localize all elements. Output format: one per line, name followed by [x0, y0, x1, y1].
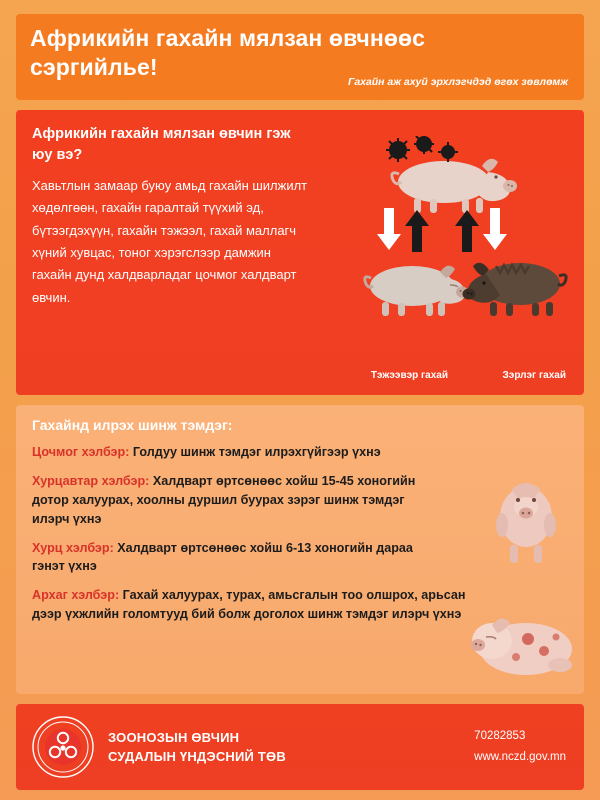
- sign-label: Хурц хэлбэр:: [32, 540, 114, 555]
- arrow-down-white-icon: [377, 208, 401, 250]
- sign-text: Голдуу шинж тэмдэг илрэхгүйгээр үхнэ: [132, 445, 381, 459]
- organization-name: [108, 728, 286, 767]
- virus-particle-icon: [414, 136, 434, 154]
- header-subtitle: Гахайн аж ахуй эрхлэгчдэд өгөх зөвлөмж: [348, 76, 568, 88]
- caption-domestic-pig: Тэжээвэр гахай: [370, 370, 448, 381]
- org-line-2: СУДАЛЫН ҮНДЭСНИЙ ТӨВ: [108, 749, 286, 764]
- sign-item: [32, 539, 427, 577]
- arrow-up-black-icon: [405, 210, 429, 252]
- arrow-down-white-icon: [483, 208, 507, 250]
- signs-heading: Гахайнд илрэх шинж тэмдэг:: [32, 417, 233, 433]
- transmission-arrows: [372, 206, 512, 254]
- sign-item: [32, 472, 432, 529]
- intro-question: Африкийн гахайн мялзан өвчин гэж юу вэ?: [32, 126, 291, 164]
- caption-wild-boar: Зэрлэг гахай: [502, 370, 566, 381]
- intro-section: [16, 110, 584, 395]
- phone-number: 70282853: [474, 730, 526, 742]
- sign-label: Хурцавтар хэлбэр:: [32, 473, 150, 488]
- sick-pig-illustration: [470, 605, 578, 688]
- website-link[interactable]: www.nczd.gov.mn: [474, 751, 566, 764]
- org-line-1: ЗООНОЗЫН ӨВЧИН: [108, 729, 240, 745]
- poster-header: [16, 14, 584, 100]
- signs-section: [16, 405, 584, 694]
- sign-item: [32, 586, 487, 624]
- intro-answer: Хавьтлын замаар буюу амьд гахайн шилжилт хөдөлгөөн, гахайн гаралтай түүхий эд, бүтээгдэхүүн, гахайн тэжээл, гахай маллагч хүний хувцас, тоног хэрэгслээр дамжин гахайн дунд халдварладаг цочмог халдварт өвчин.: [32, 178, 308, 305]
- standing-pig-illustration: [482, 473, 574, 570]
- virus-particle-icon: [438, 142, 458, 162]
- arrow-up-black-icon: [455, 210, 479, 252]
- sign-item: [32, 443, 462, 462]
- sign-text: Халдварт өртсөнөөс хойш 15-45 хоногийн дотор халуурах, хоолны дуршил буурах зэрэг шинж тэмдэг илэрч үхнэ: [32, 473, 416, 526]
- sign-label: Архаг хэлбэр:: [32, 588, 120, 603]
- sign-label: Цочмог хэлбэр:: [32, 445, 130, 459]
- sign-text: Гахай халуурах, турах, амьсгалын тоо олшрох, арьсан дээр үхжлийн голомтууд бий болж доголох шинж тэмдэг илэрч үхнэ: [32, 588, 466, 622]
- wild-boar-illustration: [462, 252, 570, 323]
- virus-particle-icon: [386, 138, 410, 162]
- page-title: Африкийн гахайн мялзан өвчнөөс сэргийлье!: [30, 25, 426, 81]
- biohazard-logo: [32, 716, 94, 778]
- sign-text: Халдварт өртсөнөөс хойш 6-13 хоногийн дараа гэнэт үхнэ: [32, 540, 413, 574]
- contact-info: [474, 726, 566, 769]
- poster-footer: [16, 704, 584, 790]
- domestic-pig-illustration: [360, 252, 468, 323]
